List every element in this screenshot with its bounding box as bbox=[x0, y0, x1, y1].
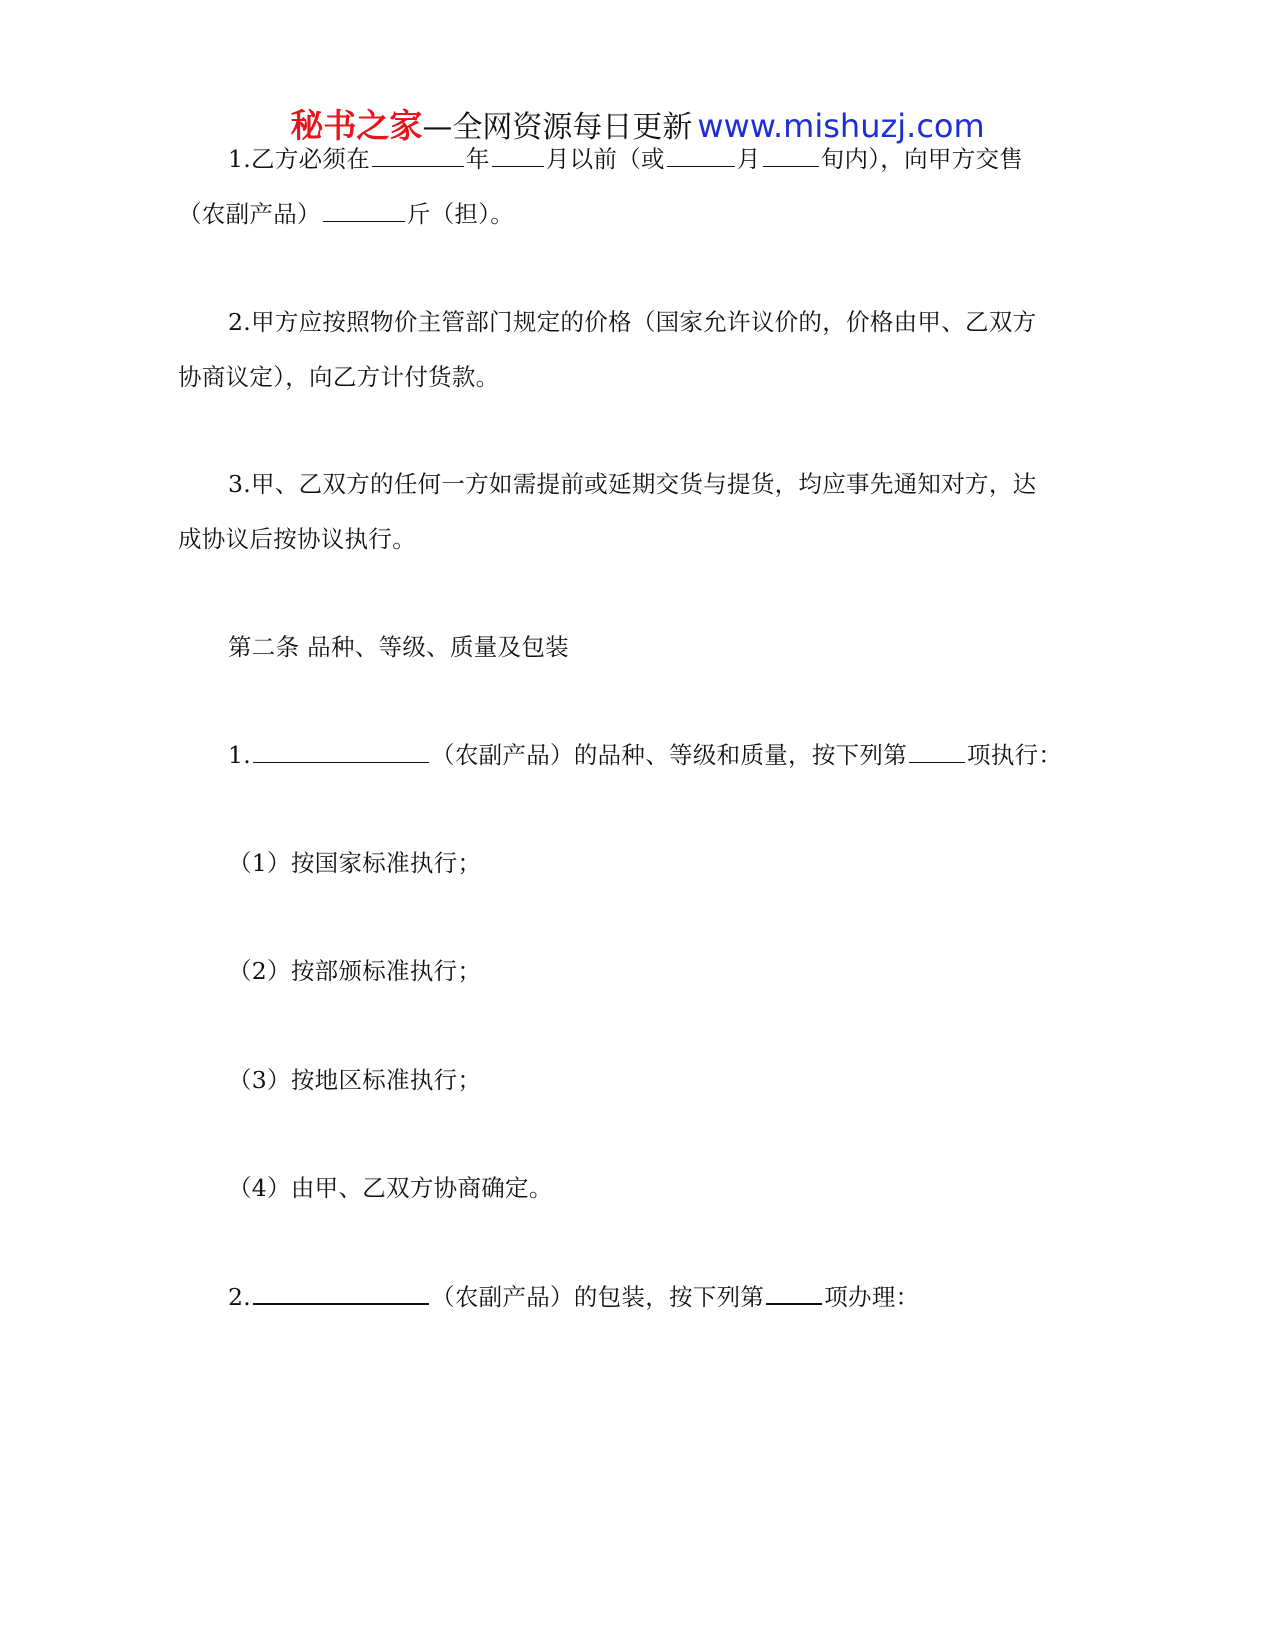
option-item: （3）按地区标准执行； bbox=[228, 1066, 482, 1094]
text-segment: 旬内），向甲方交售 bbox=[820, 145, 1024, 173]
option-item: （1）按国家标准执行； bbox=[228, 849, 482, 877]
blank-period[interactable] bbox=[763, 144, 819, 167]
blank-month[interactable] bbox=[492, 144, 544, 167]
article2-item1 bbox=[228, 739, 1062, 771]
article2-item2 bbox=[228, 1281, 919, 1313]
text-segment: 1. bbox=[228, 741, 252, 769]
site-url-link[interactable]: www.mishuzj.com bbox=[697, 107, 985, 145]
blank-product-name[interactable] bbox=[253, 740, 429, 763]
site-brand: 秘书之家 bbox=[290, 106, 423, 145]
article2-heading: 第二条 品种、等级、质量及包装 bbox=[228, 633, 569, 661]
blank-month-alt[interactable] bbox=[667, 144, 735, 167]
blank-packaging-product[interactable] bbox=[253, 1281, 429, 1305]
text-segment: 项办理： bbox=[824, 1283, 920, 1311]
text-segment: （农副产品） bbox=[178, 200, 321, 228]
clause3-line2: 成协议后按协议执行。 bbox=[178, 525, 416, 553]
site-header bbox=[0, 100, 1275, 147]
option-item: （4）由甲、乙双方协商确定。 bbox=[228, 1174, 553, 1202]
clause3-line1: 3.甲、乙双方的任何一方如需提前或延期交货与提货，均应事先通知对方，达 bbox=[228, 470, 1037, 498]
clause1-line2 bbox=[178, 198, 514, 230]
text-segment: （农副产品）的包装，按下列第 bbox=[431, 1283, 765, 1311]
blank-year[interactable] bbox=[372, 144, 464, 167]
text-segment: 月 bbox=[736, 145, 761, 173]
text-segment: 1.乙方必须在 bbox=[228, 145, 371, 173]
clause2-line1: 2.甲方应按照物价主管部门规定的价格（国家允许议价的，价格由甲、乙双方 bbox=[228, 308, 1037, 336]
text-segment: （农副产品）的品种、等级和质量，按下列第 bbox=[431, 741, 908, 769]
text-segment: 2. bbox=[228, 1283, 252, 1311]
text-segment: 项执行： bbox=[967, 741, 1063, 769]
text-segment: 年 bbox=[466, 145, 490, 173]
site-tagline: —全网资源每日更新 bbox=[422, 110, 693, 145]
text-segment: 月以前（或 bbox=[545, 145, 665, 173]
blank-quantity[interactable] bbox=[323, 199, 405, 222]
clause2-line2: 协商议定），向乙方计付货款。 bbox=[178, 363, 500, 391]
clause1-line1 bbox=[228, 143, 1023, 175]
option-item: （2）按部颁标准执行； bbox=[228, 957, 482, 985]
blank-option-number[interactable] bbox=[909, 740, 965, 763]
text-segment: 斤（担）。 bbox=[406, 200, 515, 228]
blank-packaging-option[interactable] bbox=[766, 1281, 822, 1305]
